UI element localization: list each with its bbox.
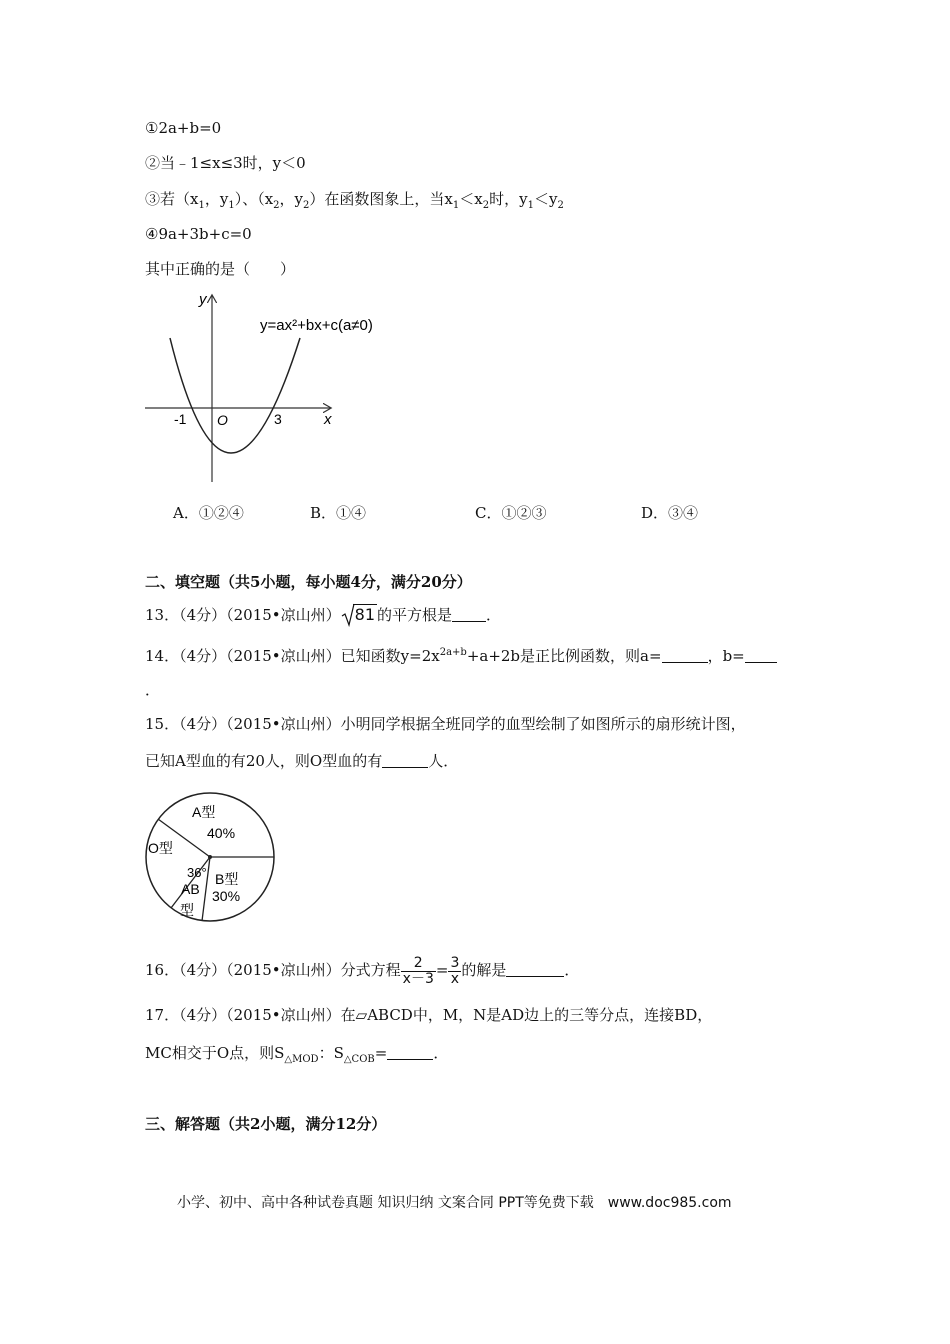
section-3-heading: 三、解答题（共2小题，满分12分） [145,1115,387,1133]
x-axis-label: x [324,411,332,428]
fraction-right: $\frac{3}{x}$ [450,954,460,987]
question-15-line-2: 已知A型血的有20人，则O型血的有 人． [145,752,459,770]
sqrt-81: 81 [341,605,377,625]
pie-b-percent: 30% [212,888,241,904]
q12-statement-4: ④9a+3b+c=0 [145,225,252,243]
y-axis-label: y [199,291,207,308]
pie-a-label: A型 [192,804,216,820]
q15-blank [382,753,428,768]
page-footer: 小学、初中、高中各种试卷真题 知识归纳 文案合同 PPT等免费下载 www.doc985.com [177,1195,732,1211]
equation-label: y=ax²+bx+c(a≠0) [260,317,373,334]
q12-statement-2: ②当﹣1≤x≤3时，y＜0 [145,154,306,172]
pie-a-percent: 40% [207,825,236,841]
q14-blank-b [745,648,777,663]
root-right-label: 3 [274,411,282,427]
section-2-heading: 二、填空题（共5小题，每小题4分，满分20分） [145,573,472,591]
q17-blank [387,1045,433,1060]
question-17-line-2: MC相交于O点，则$S_{\triangle MOD}$：$S_{\triangle COB}=$ ． [145,1044,449,1065]
pie-o-label: O型 [148,840,173,856]
question-17-line-1: 17．（4分）（2015•凉山州）在▱ABCD中，M，N是AD边上的三等分点，连接BD， [145,1006,713,1024]
q14-blank-a [662,648,708,663]
origin-label: O [217,412,228,428]
parabola-graph [140,290,400,490]
blood-type-pie-chart [140,787,280,927]
question-15-line-1: 15．（4分）（2015•凉山州）小明同学根据全班同学的血型绘制了如图所示的扇形统计图， [145,715,746,733]
fraction-left: $\frac{2}{x-3}$ [402,954,434,987]
question-13: 13．（4分）（2015•凉山州） 81 的平方根是 ． [145,605,502,624]
q14-end: ． [145,681,161,699]
pie-angle-label: 36° [187,865,207,880]
parabola-curve [170,338,300,453]
question-14: 14．（4分）（2015•凉山州）已知函数$y=2x^{2a+b}+a+2b$是正比例函数，则a= ，b= [145,643,777,666]
q12-statement-1: ①2a+b=0 [145,119,222,137]
root-left-label: -1 [174,411,187,427]
pie-ab-label-2: 型 [180,902,194,918]
option-c: C．①②③ [475,504,547,522]
q13-blank [452,607,486,622]
option-a: A．①②④ [173,504,244,522]
pie-ab-label-1: AB [181,881,200,897]
q12-statement-3: ③若（$x_1$，$y_1$）、（$x_2$，$y_2$）在函数图象上，当$x_1<x_2$时，$y_1<y_2$ [145,190,564,211]
option-b: B．①④ [310,504,367,522]
q12-prompt: 其中正确的是（ ） [145,260,296,278]
question-16: 16．（4分）（2015•凉山州）分式方程 $\frac{2}{x-3}$ = $\frac{3}{x}$ 的解是 ． [145,954,580,987]
option-d: D．③④ [641,504,699,522]
pie-center [208,855,212,859]
q16-blank [506,962,564,977]
pie-b-label: B型 [215,871,239,887]
